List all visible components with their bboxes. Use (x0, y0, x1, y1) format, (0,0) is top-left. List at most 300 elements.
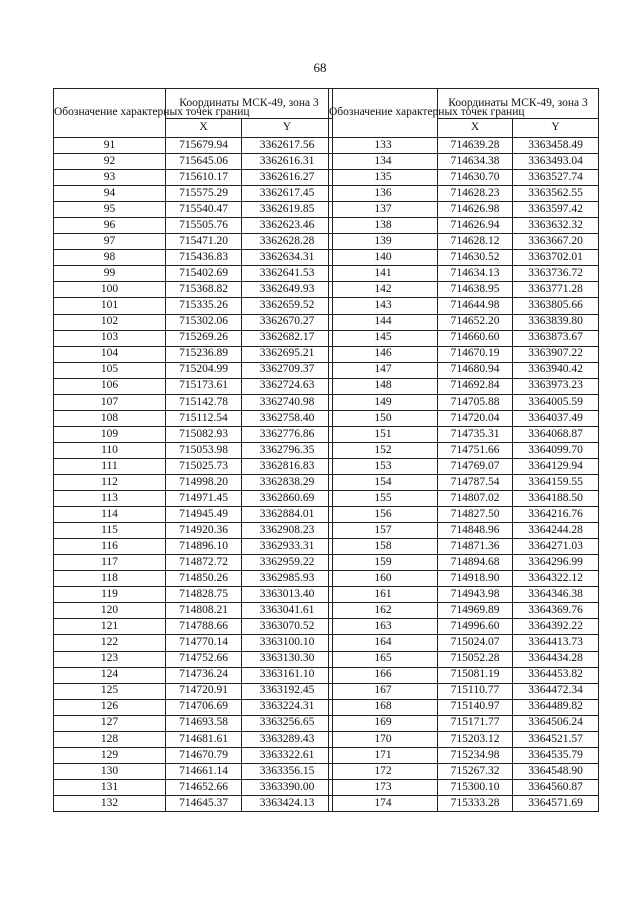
table-row (329, 346, 599, 362)
table-row (329, 298, 599, 314)
x-coordinate-cell: 715402.69 (166, 266, 242, 282)
x-coordinate-cell: 714638.95 (438, 282, 513, 298)
header-x: X (166, 119, 242, 138)
point-id-cell: 157 (329, 523, 438, 539)
table-row (329, 474, 599, 490)
y-coordinate-cell: 3363907.22 (513, 346, 599, 362)
table-row (54, 250, 333, 266)
x-coordinate-cell: 715053.98 (166, 442, 242, 458)
x-coordinate-cell: 715333.28 (438, 795, 513, 811)
table-row (329, 523, 599, 539)
y-coordinate-cell: 3362617.45 (242, 186, 333, 202)
table-row (329, 394, 599, 410)
x-coordinate-cell: 714644.98 (438, 298, 513, 314)
table-row (54, 795, 333, 811)
point-id-cell: 96 (54, 218, 166, 234)
point-id-cell: 156 (329, 507, 438, 523)
y-coordinate-cell: 3363702.01 (513, 250, 599, 266)
point-id-cell: 94 (54, 186, 166, 202)
y-coordinate-cell: 3362634.31 (242, 250, 333, 266)
point-id-cell: 140 (329, 250, 438, 266)
y-coordinate-cell: 3362682.17 (242, 330, 333, 346)
x-coordinate-cell: 715302.06 (166, 314, 242, 330)
table-row (329, 330, 599, 346)
y-coordinate-cell: 3362816.83 (242, 458, 333, 474)
point-id-cell: 172 (329, 763, 438, 779)
y-coordinate-cell: 3363256.65 (242, 715, 333, 731)
point-id-cell: 158 (329, 539, 438, 555)
point-id-cell: 136 (329, 186, 438, 202)
point-id-cell: 143 (329, 298, 438, 314)
point-id-cell: 130 (54, 763, 166, 779)
y-coordinate-cell: 3364392.22 (513, 619, 599, 635)
y-coordinate-cell: 3363070.52 (242, 619, 333, 635)
table-row (329, 250, 599, 266)
point-id-cell: 150 (329, 410, 438, 426)
header-coordinates: Координаты МСК-49, зона 3 (166, 89, 333, 119)
point-id-cell: 115 (54, 523, 166, 539)
x-coordinate-cell: 714634.38 (438, 154, 513, 170)
table-row (329, 458, 599, 474)
x-coordinate-cell: 714770.14 (166, 635, 242, 651)
y-coordinate-cell: 3364453.82 (513, 667, 599, 683)
x-coordinate-cell: 714827.50 (438, 507, 513, 523)
table-row (329, 731, 599, 747)
table-row (329, 795, 599, 811)
point-id-cell: 110 (54, 442, 166, 458)
y-coordinate-cell: 3363390.00 (242, 779, 333, 795)
table-row (54, 491, 333, 507)
y-coordinate-cell: 3364244.28 (513, 523, 599, 539)
table-row (329, 218, 599, 234)
y-coordinate-cell: 3362628.28 (242, 234, 333, 250)
x-coordinate-cell: 714996.60 (438, 619, 513, 635)
y-coordinate-cell: 3362659.52 (242, 298, 333, 314)
x-coordinate-cell: 714894.68 (438, 555, 513, 571)
table-row (329, 715, 599, 731)
x-coordinate-cell: 714645.37 (166, 795, 242, 811)
point-id-cell: 122 (54, 635, 166, 651)
x-coordinate-cell: 714828.75 (166, 587, 242, 603)
point-id-cell: 116 (54, 539, 166, 555)
point-id-cell: 171 (329, 747, 438, 763)
header-x: X (438, 119, 513, 138)
table-row (54, 571, 333, 587)
y-coordinate-cell: 3364472.34 (513, 683, 599, 699)
point-id-cell: 99 (54, 266, 166, 282)
x-coordinate-cell: 715540.47 (166, 202, 242, 218)
point-id-cell: 113 (54, 491, 166, 507)
point-id-cell: 92 (54, 154, 166, 170)
y-coordinate-cell: 3362884.01 (242, 507, 333, 523)
x-coordinate-cell: 714628.23 (438, 186, 513, 202)
x-coordinate-cell: 714693.58 (166, 715, 242, 731)
point-id-cell: 153 (329, 458, 438, 474)
point-id-cell: 155 (329, 491, 438, 507)
table-row (54, 202, 333, 218)
y-coordinate-cell: 3363356.15 (242, 763, 333, 779)
y-coordinate-cell: 3364571.69 (513, 795, 599, 811)
header-y: Y (242, 119, 333, 138)
x-coordinate-cell: 715052.28 (438, 651, 513, 667)
x-coordinate-cell: 714626.98 (438, 202, 513, 218)
y-coordinate-cell: 3364216.76 (513, 507, 599, 523)
x-coordinate-cell: 714808.21 (166, 603, 242, 619)
table-row (54, 138, 333, 154)
y-coordinate-cell: 3364506.24 (513, 715, 599, 731)
table-row (329, 314, 599, 330)
point-id-cell: 159 (329, 555, 438, 571)
table-row (54, 394, 333, 410)
y-coordinate-cell: 3363632.32 (513, 218, 599, 234)
y-coordinate-cell: 3362623.46 (242, 218, 333, 234)
x-coordinate-cell: 715575.29 (166, 186, 242, 202)
y-coordinate-cell: 3363322.61 (242, 747, 333, 763)
table-row (54, 699, 333, 715)
x-coordinate-cell: 714720.04 (438, 410, 513, 426)
y-coordinate-cell: 3364346.38 (513, 587, 599, 603)
point-id-cell: 117 (54, 555, 166, 571)
point-id-cell: 167 (329, 683, 438, 699)
x-coordinate-cell: 714752.66 (166, 651, 242, 667)
table-row (329, 571, 599, 587)
point-id-cell: 142 (329, 282, 438, 298)
y-coordinate-cell: 3364159.55 (513, 474, 599, 490)
x-coordinate-cell: 714681.61 (166, 731, 242, 747)
y-coordinate-cell: 3362985.93 (242, 571, 333, 587)
x-coordinate-cell: 714705.88 (438, 394, 513, 410)
point-id-cell: 151 (329, 426, 438, 442)
y-coordinate-cell: 3364322.12 (513, 571, 599, 587)
point-id-cell: 137 (329, 202, 438, 218)
table-row (54, 555, 333, 571)
y-coordinate-cell: 3363873.67 (513, 330, 599, 346)
point-id-cell: 112 (54, 474, 166, 490)
table-row (329, 763, 599, 779)
y-coordinate-cell: 3363224.31 (242, 699, 333, 715)
table-row (329, 362, 599, 378)
y-coordinate-cell: 3364434.28 (513, 651, 599, 667)
y-coordinate-cell: 3362860.69 (242, 491, 333, 507)
x-coordinate-cell: 714639.28 (438, 138, 513, 154)
y-coordinate-cell: 3364037.49 (513, 410, 599, 426)
point-id-cell: 108 (54, 410, 166, 426)
table-row (329, 282, 599, 298)
table-row (54, 234, 333, 250)
point-id-cell: 147 (329, 362, 438, 378)
x-coordinate-cell: 714920.36 (166, 523, 242, 539)
point-id-cell: 104 (54, 346, 166, 362)
table-row (54, 507, 333, 523)
x-coordinate-cell: 715269.26 (166, 330, 242, 346)
table-row (54, 314, 333, 330)
table-row (329, 683, 599, 699)
x-coordinate-cell: 715267.32 (438, 763, 513, 779)
x-coordinate-cell: 714969.89 (438, 603, 513, 619)
x-coordinate-cell: 715173.61 (166, 378, 242, 394)
x-coordinate-cell: 715645.06 (166, 154, 242, 170)
x-coordinate-cell: 714692.84 (438, 378, 513, 394)
point-id-cell: 100 (54, 282, 166, 298)
x-coordinate-cell: 715082.93 (166, 426, 242, 442)
x-coordinate-cell: 714630.52 (438, 250, 513, 266)
x-coordinate-cell: 715204.99 (166, 362, 242, 378)
point-id-cell: 121 (54, 619, 166, 635)
page-number: 68 (313, 60, 327, 75)
y-coordinate-cell: 3362740.98 (242, 394, 333, 410)
table-row (54, 474, 333, 490)
y-coordinate-cell: 3364521.57 (513, 731, 599, 747)
x-coordinate-cell: 714872.72 (166, 555, 242, 571)
table-row (54, 266, 333, 282)
y-coordinate-cell: 3363562.55 (513, 186, 599, 202)
table-row (329, 410, 599, 426)
y-coordinate-cell: 3364489.82 (513, 699, 599, 715)
y-coordinate-cell: 3362617.56 (242, 138, 333, 154)
x-coordinate-cell: 714850.26 (166, 571, 242, 587)
point-id-cell: 102 (54, 314, 166, 330)
point-id-cell: 101 (54, 298, 166, 314)
point-id-cell: 111 (54, 458, 166, 474)
table-row (54, 186, 333, 202)
x-coordinate-cell: 715236.89 (166, 346, 242, 362)
y-coordinate-cell: 3364005.59 (513, 394, 599, 410)
table-row (329, 539, 599, 555)
x-coordinate-cell: 714918.90 (438, 571, 513, 587)
point-id-cell: 174 (329, 795, 438, 811)
table-row (329, 619, 599, 635)
x-coordinate-cell: 714769.07 (438, 458, 513, 474)
table-row (329, 202, 599, 218)
point-id-cell: 128 (54, 731, 166, 747)
y-coordinate-cell: 3363192.45 (242, 683, 333, 699)
y-coordinate-cell: 3363493.04 (513, 154, 599, 170)
x-coordinate-cell: 714943.98 (438, 587, 513, 603)
x-coordinate-cell: 715024.07 (438, 635, 513, 651)
point-id-cell: 114 (54, 507, 166, 523)
y-coordinate-cell: 3364548.90 (513, 763, 599, 779)
point-id-cell: 139 (329, 234, 438, 250)
table-row (329, 667, 599, 683)
table-row (54, 523, 333, 539)
point-id-cell: 120 (54, 603, 166, 619)
x-coordinate-cell: 715110.77 (438, 683, 513, 699)
y-coordinate-cell: 3363771.28 (513, 282, 599, 298)
x-coordinate-cell: 714626.94 (438, 218, 513, 234)
x-coordinate-cell: 714660.60 (438, 330, 513, 346)
y-coordinate-cell: 3363458.49 (513, 138, 599, 154)
y-coordinate-cell: 3363597.42 (513, 202, 599, 218)
table-row (54, 731, 333, 747)
point-id-cell: 103 (54, 330, 166, 346)
table-row (54, 442, 333, 458)
x-coordinate-cell: 714945.49 (166, 507, 242, 523)
x-coordinate-cell: 715505.76 (166, 218, 242, 234)
table-row (329, 651, 599, 667)
table-row (329, 635, 599, 651)
point-id-cell: 165 (329, 651, 438, 667)
x-coordinate-cell: 714661.14 (166, 763, 242, 779)
point-id-cell: 105 (54, 362, 166, 378)
x-coordinate-cell: 715436.83 (166, 250, 242, 266)
point-id-cell: 160 (329, 571, 438, 587)
table-row (54, 779, 333, 795)
point-id-cell: 118 (54, 571, 166, 587)
point-id-cell: 119 (54, 587, 166, 603)
y-coordinate-cell: 3363100.10 (242, 635, 333, 651)
header-designation: Обозначение характерных точек границ (54, 89, 166, 138)
y-coordinate-cell: 3362758.40 (242, 410, 333, 426)
point-id-cell: 135 (329, 170, 438, 186)
header-coordinates: Координаты МСК-49, зона 3 (438, 89, 599, 119)
point-id-cell: 162 (329, 603, 438, 619)
y-coordinate-cell: 3363424.13 (242, 795, 333, 811)
x-coordinate-cell: 715140.97 (438, 699, 513, 715)
point-id-cell: 146 (329, 346, 438, 362)
point-id-cell: 169 (329, 715, 438, 731)
header-y: Y (513, 119, 599, 138)
y-coordinate-cell: 3362616.27 (242, 170, 333, 186)
table-row (329, 491, 599, 507)
point-id-cell: 132 (54, 795, 166, 811)
y-coordinate-cell: 3362776.86 (242, 426, 333, 442)
y-coordinate-cell: 3364068.87 (513, 426, 599, 442)
x-coordinate-cell: 714971.45 (166, 491, 242, 507)
x-coordinate-cell: 714706.69 (166, 699, 242, 715)
table-row (54, 362, 333, 378)
table-row (329, 507, 599, 523)
point-id-cell: 168 (329, 699, 438, 715)
y-coordinate-cell: 3363289.43 (242, 731, 333, 747)
x-coordinate-cell: 715335.26 (166, 298, 242, 314)
table-row (329, 266, 599, 282)
y-coordinate-cell: 3362670.27 (242, 314, 333, 330)
x-coordinate-cell: 714788.66 (166, 619, 242, 635)
x-coordinate-cell: 714634.13 (438, 266, 513, 282)
y-coordinate-cell: 3363013.40 (242, 587, 333, 603)
point-id-cell: 124 (54, 667, 166, 683)
x-coordinate-cell: 715300.10 (438, 779, 513, 795)
point-id-cell: 144 (329, 314, 438, 330)
point-id-cell: 123 (54, 651, 166, 667)
x-coordinate-cell: 714628.12 (438, 234, 513, 250)
point-id-cell: 161 (329, 587, 438, 603)
x-coordinate-cell: 715112.54 (166, 410, 242, 426)
x-coordinate-cell: 715234.98 (438, 747, 513, 763)
table-row (54, 346, 333, 362)
point-id-cell: 148 (329, 378, 438, 394)
table-row (54, 587, 333, 603)
table-row (329, 555, 599, 571)
point-id-cell: 91 (54, 138, 166, 154)
table-row (54, 218, 333, 234)
y-coordinate-cell: 3364271.03 (513, 539, 599, 555)
x-coordinate-cell: 715025.73 (166, 458, 242, 474)
y-coordinate-cell: 3362908.23 (242, 523, 333, 539)
point-id-cell: 164 (329, 635, 438, 651)
point-id-cell: 127 (54, 715, 166, 731)
point-id-cell: 141 (329, 266, 438, 282)
table-row (54, 715, 333, 731)
table-row (54, 747, 333, 763)
y-coordinate-cell: 3363839.80 (513, 314, 599, 330)
y-coordinate-cell: 3363736.72 (513, 266, 599, 282)
table-row (54, 282, 333, 298)
point-id-cell: 106 (54, 378, 166, 394)
point-id-cell: 149 (329, 394, 438, 410)
y-coordinate-cell: 3362838.29 (242, 474, 333, 490)
table-row (54, 170, 333, 186)
x-coordinate-cell: 714807.02 (438, 491, 513, 507)
x-coordinate-cell: 714720.91 (166, 683, 242, 699)
y-coordinate-cell: 3364129.94 (513, 458, 599, 474)
y-coordinate-cell: 3362619.85 (242, 202, 333, 218)
x-coordinate-cell: 714787.54 (438, 474, 513, 490)
point-id-cell: 170 (329, 731, 438, 747)
y-coordinate-cell: 3363161.10 (242, 667, 333, 683)
point-id-cell: 126 (54, 699, 166, 715)
point-id-cell: 134 (329, 154, 438, 170)
y-coordinate-cell: 3362649.93 (242, 282, 333, 298)
point-id-cell: 145 (329, 330, 438, 346)
x-coordinate-cell: 714630.70 (438, 170, 513, 186)
x-coordinate-cell: 714652.66 (166, 779, 242, 795)
y-coordinate-cell: 3362796.35 (242, 442, 333, 458)
y-coordinate-cell: 3363667.20 (513, 234, 599, 250)
point-id-cell: 109 (54, 426, 166, 442)
table-row (329, 154, 599, 170)
x-coordinate-cell: 715471.20 (166, 234, 242, 250)
table-row (54, 651, 333, 667)
y-coordinate-cell: 3364296.99 (513, 555, 599, 571)
x-coordinate-cell: 714735.31 (438, 426, 513, 442)
table-row (329, 186, 599, 202)
table-row (54, 410, 333, 426)
x-coordinate-cell: 715171.77 (438, 715, 513, 731)
table-row (329, 138, 599, 154)
point-id-cell: 95 (54, 202, 166, 218)
point-id-cell: 138 (329, 218, 438, 234)
y-coordinate-cell: 3364369.76 (513, 603, 599, 619)
y-coordinate-cell: 3363130.30 (242, 651, 333, 667)
table-row (54, 426, 333, 442)
point-id-cell: 98 (54, 250, 166, 266)
point-id-cell: 97 (54, 234, 166, 250)
table-row (54, 763, 333, 779)
table-row (329, 779, 599, 795)
y-coordinate-cell: 3362724.63 (242, 378, 333, 394)
point-id-cell: 154 (329, 474, 438, 490)
table-row (54, 619, 333, 635)
x-coordinate-cell: 714680.94 (438, 362, 513, 378)
y-coordinate-cell: 3362959.22 (242, 555, 333, 571)
x-coordinate-cell: 714896.10 (166, 539, 242, 555)
table-row (54, 635, 333, 651)
table-row (54, 683, 333, 699)
y-coordinate-cell: 3363973.23 (513, 378, 599, 394)
y-coordinate-cell: 3362709.37 (242, 362, 333, 378)
table-row (54, 330, 333, 346)
y-coordinate-cell: 3364535.79 (513, 747, 599, 763)
x-coordinate-cell: 714751.66 (438, 442, 513, 458)
y-coordinate-cell: 3362933.31 (242, 539, 333, 555)
x-coordinate-cell: 714670.79 (166, 747, 242, 763)
table-row (54, 603, 333, 619)
x-coordinate-cell: 715368.82 (166, 282, 242, 298)
y-coordinate-cell: 3364413.73 (513, 635, 599, 651)
table-row (329, 603, 599, 619)
table-row (329, 747, 599, 763)
